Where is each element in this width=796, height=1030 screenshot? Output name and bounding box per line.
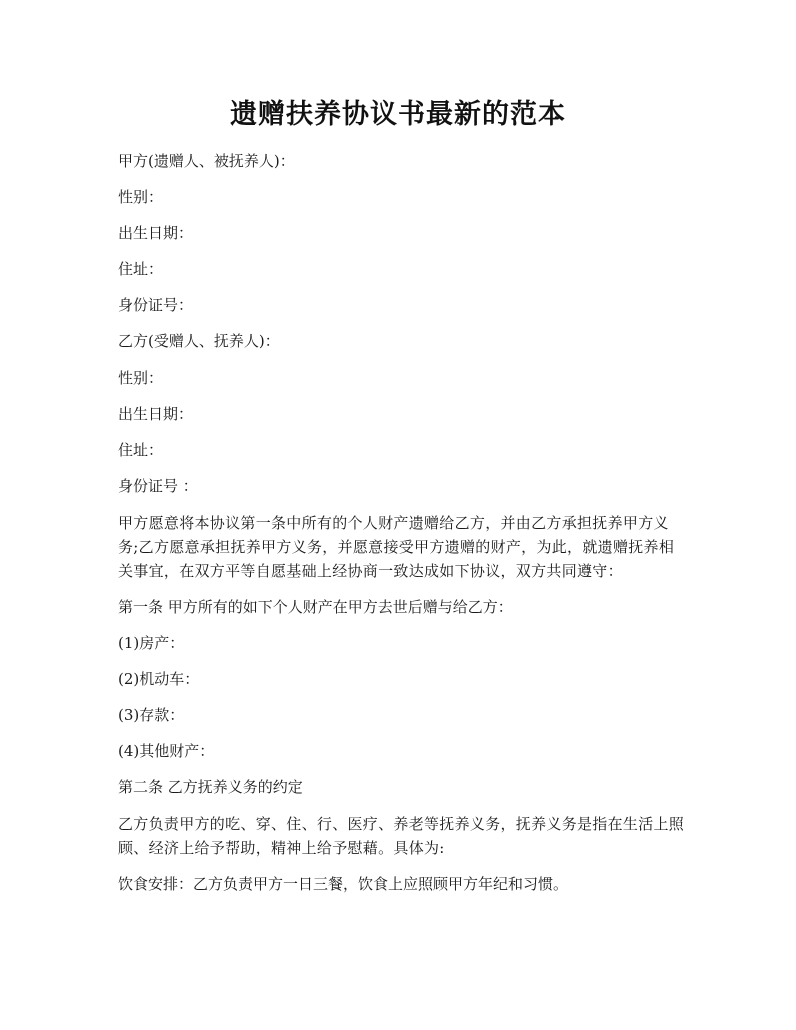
document-title: 遗赠扶养协议书最新的范本 [230,99,566,130]
party-b-heading: 乙方(受赠人、抚养人)： [118,332,280,350]
party-b-gender: 性别： [118,369,164,387]
party-b-address: 住址： [118,441,164,459]
preamble-paragraph: 甲方愿意将本协议第一条中所有的个人财产遗赠给乙方，并由乙方承担抚养甲方义务;乙方愿意承担抚养甲方义务，并愿意接受甲方遗赠的财产，为此，就遗赠抚养相关事宜，在双方平等自愿基础上经协商一致达成如下协议，双方共同遵守： [118,514,675,580]
article-1-item-other: (4)其他财产： [118,742,215,760]
article-2-body: 乙方负责甲方的吃、穿、住、行、医疗、养老等抚养义务，抚养义务是指在生活上照顾、经济上给予帮助，精神上给予慰藉。具体为: [118,815,685,857]
party-a-heading: 甲方(遗赠人、被抚养人)： [118,152,295,170]
article-2-food-arrangement: 饮食安排：乙方负责甲方一日三餐，饮食上应照顾甲方年纪和习惯。 [118,875,569,893]
article-1-item-house: (1)房产： [118,634,185,652]
article-1-item-vehicle: (2)机动车： [118,670,200,688]
party-a-address: 住址： [118,260,164,278]
party-b-birthdate: 出生日期： [118,405,194,423]
party-a-birthdate: 出生日期： [118,224,194,242]
party-a-id-number: 身份证号： [118,296,194,314]
article-1-item-deposit: (3)存款： [118,706,185,724]
article-2-heading: 第二条 乙方抚养义务的约定 [118,778,303,796]
party-b-id-number: 身份证号 ： [118,477,198,495]
party-a-gender: 性别： [118,188,164,206]
article-1-heading: 第一条 甲方所有的如下个人财产在甲方去世后赠与给乙方： [118,598,513,616]
